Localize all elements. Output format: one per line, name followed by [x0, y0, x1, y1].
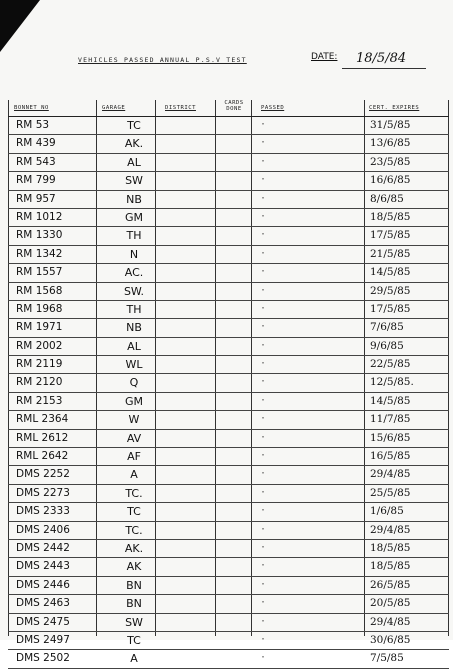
table-row [8, 430, 449, 448]
table-body [8, 117, 449, 669]
vehicle-table [8, 100, 449, 666]
table-row [8, 301, 449, 319]
bonnet-number: RM 957 [16, 192, 56, 205]
garage-code: AC. [124, 266, 144, 280]
bonnet-number: DMS 2443 [16, 560, 70, 573]
passed-mark: " [262, 251, 265, 258]
cert-expiry-date: 16/6/85 [370, 174, 411, 187]
column-header-cert-expires: CERT. EXPIRES [369, 105, 420, 111]
date-underline [342, 68, 426, 69]
table-row [8, 650, 449, 668]
garage-code: NB [126, 321, 142, 335]
table-row [8, 338, 449, 356]
cert-expiry-date: 7/6/85 [370, 321, 404, 334]
table-row [8, 595, 449, 613]
table-row [8, 466, 449, 484]
table-row [8, 522, 449, 540]
table-row [8, 172, 449, 190]
garage-code: SW [125, 615, 143, 629]
passed-mark: " [262, 214, 265, 221]
garage-code: TC. [125, 523, 143, 537]
passed-mark: " [262, 123, 265, 129]
passed-mark: " [262, 601, 265, 608]
cert-expiry-date: 29/4/85 [370, 523, 411, 536]
table-row [8, 319, 449, 337]
table-row [8, 264, 449, 282]
passed-mark: " [262, 472, 265, 479]
cert-expiry-date: 21/5/85 [370, 247, 411, 260]
cert-expiry-date: 17/5/85 [370, 302, 411, 315]
bonnet-number: RML 2612 [16, 431, 69, 444]
garage-code: GM [124, 210, 143, 224]
table-row [8, 227, 449, 245]
cert-expiry-date: 29/5/85 [370, 284, 411, 297]
cert-expiry-date: 9/6/85 [370, 339, 404, 352]
garage-code: AL [127, 339, 141, 353]
garage-code: Q [129, 376, 139, 390]
passed-mark: " [262, 159, 265, 166]
bonnet-number: DMS 2406 [16, 523, 70, 536]
table-row [8, 117, 449, 135]
table-row [8, 393, 449, 411]
table-row [8, 374, 449, 392]
table-row [8, 411, 449, 429]
passed-mark: " [262, 233, 265, 240]
garage-code: A [130, 468, 138, 482]
cert-expiry-date: 17/5/85 [370, 229, 411, 242]
table-row [8, 558, 449, 576]
cert-expiry-date: 29/4/85 [370, 615, 411, 628]
cert-expiry-date: 18/5/85 [370, 210, 411, 223]
table-row [8, 577, 449, 595]
table-row [8, 135, 449, 153]
bonnet-number: RM 2153 [16, 394, 63, 407]
garage-code: BN [126, 578, 142, 592]
passed-mark: " [262, 545, 265, 552]
garage-code: GM [124, 394, 143, 408]
garage-code: SW. [123, 284, 145, 298]
bonnet-number: DMS 2442 [16, 541, 70, 554]
passed-mark: " [262, 141, 265, 148]
garage-code: AK. [124, 541, 144, 555]
garage-code: TH [126, 229, 142, 243]
bonnet-number: RM 1971 [16, 321, 63, 334]
passed-mark: " [262, 270, 265, 277]
bonnet-number: RM 1330 [16, 229, 63, 242]
cert-expiry-date: 15/6/85 [370, 431, 411, 444]
passed-mark: " [262, 637, 265, 644]
passed-mark: " [262, 362, 265, 369]
column-header-cards-done: CARDS DONE [224, 100, 244, 112]
passed-mark: " [262, 619, 265, 626]
cert-expiry-date: 18/5/85 [370, 541, 411, 554]
garage-code: AK. [124, 137, 144, 151]
folded-corner-shadow [0, 0, 40, 52]
bonnet-number: RML 2364 [16, 413, 69, 426]
table-row [8, 632, 449, 650]
column-header-garage: GARAGE [102, 105, 126, 111]
passed-mark: " [262, 288, 265, 295]
cert-expiry-date: 26/5/85 [370, 578, 411, 591]
garage-code: WL [125, 358, 143, 372]
garage-code: SW [125, 174, 143, 188]
bonnet-number: RM 1568 [16, 284, 63, 297]
bonnet-number: RM 799 [16, 174, 56, 187]
date-label: DATE: [311, 52, 338, 62]
passed-mark: " [262, 509, 265, 516]
table-row [8, 485, 449, 503]
bonnet-number: RM 2120 [16, 376, 63, 389]
bonnet-number: RM 1342 [16, 247, 63, 260]
passed-mark: " [262, 178, 265, 185]
garage-code: NB [126, 192, 142, 206]
passed-mark: " [262, 656, 265, 663]
garage-code: TC [127, 119, 141, 132]
cert-expiry-date: 23/5/85 [370, 155, 411, 168]
bonnet-number: RM 543 [16, 155, 56, 168]
passed-mark: " [262, 380, 265, 387]
cert-expiry-date: 30/6/85 [370, 633, 411, 646]
passed-mark: " [262, 435, 265, 442]
sheet-title: VEHICLES PASSED ANNUAL P.S.V TEST [78, 56, 247, 64]
cert-expiry-date: 8/6/85 [370, 192, 404, 205]
garage-code: TC. [125, 486, 143, 500]
passed-mark: " [262, 343, 265, 350]
garage-code: AF [127, 450, 141, 464]
column-header-passed: PASSED [261, 105, 285, 111]
garage-code: A [130, 652, 138, 666]
passed-mark: " [262, 325, 265, 332]
bonnet-number: RM 1557 [16, 266, 63, 279]
passed-mark: " [262, 454, 265, 461]
date-value: 18/5/84 [356, 51, 407, 66]
garage-code: TC [127, 505, 141, 519]
passed-mark: " [262, 527, 265, 534]
column-header-district: DISTRICT [165, 105, 196, 111]
passed-mark: " [262, 490, 265, 497]
bonnet-number: RM 439 [16, 137, 56, 150]
bonnet-number: DMS 2475 [16, 615, 70, 628]
passed-mark: " [262, 582, 265, 589]
cert-expiry-date: 14/5/85 [370, 266, 411, 279]
cert-expiry-date: 31/5/85 [370, 119, 411, 131]
bonnet-number: RM 1968 [16, 302, 63, 315]
column-header-bonnet-no: BONNET NO [14, 105, 49, 111]
bonnet-number: RM 2002 [16, 339, 63, 352]
garage-code: TH [126, 302, 142, 316]
table-row [8, 356, 449, 374]
garage-code: AV [126, 431, 142, 445]
cert-expiry-date: 18/5/85 [370, 560, 411, 573]
table-row [8, 448, 449, 466]
bonnet-number: RM 1012 [16, 210, 63, 223]
passed-mark: " [262, 417, 265, 424]
passed-mark: " [262, 196, 265, 203]
bonnet-number: DMS 2463 [16, 597, 70, 610]
garage-code: BN [126, 597, 142, 611]
passed-mark: " [262, 306, 265, 313]
garage-code: N [129, 247, 139, 261]
table-row [8, 503, 449, 521]
bonnet-number: DMS 2446 [16, 578, 70, 591]
cert-expiry-date: 29/4/85 [370, 468, 411, 481]
cert-expiry-date: 14/5/85 [370, 394, 411, 407]
cert-expiry-date: 25/5/85 [370, 486, 411, 499]
garage-code: AL [127, 155, 141, 169]
bonnet-number: DMS 2502 [16, 652, 70, 665]
bonnet-number: DMS 2333 [16, 505, 70, 518]
table-row [8, 209, 449, 227]
cert-expiry-date: 11/7/85 [370, 413, 411, 426]
cert-expiry-date: 1/6/85 [370, 505, 404, 518]
table-row [8, 191, 449, 209]
cert-expiry-date: 20/5/85 [370, 597, 411, 610]
cert-expiry-date: 12/5/85. [370, 376, 414, 389]
bonnet-number: RML 2642 [16, 450, 69, 463]
table-row [8, 283, 449, 301]
bonnet-number: DMS 2252 [16, 468, 70, 481]
bonnet-number: RM 2119 [16, 358, 63, 371]
garage-code: W [128, 413, 140, 427]
table-row [8, 246, 449, 264]
table-row [8, 540, 449, 558]
bonnet-number: DMS 2273 [16, 486, 70, 499]
garage-code: AK [126, 560, 142, 574]
bonnet-number: DMS 2497 [16, 633, 70, 646]
cert-expiry-date: 16/5/85 [370, 450, 411, 463]
cert-expiry-date: 22/5/85 [370, 358, 411, 371]
passed-mark: " [262, 564, 265, 571]
cert-expiry-date: 13/6/85 [370, 137, 411, 150]
table-row [8, 614, 449, 632]
bonnet-number: RM 53 [16, 119, 50, 131]
passed-mark: " [262, 398, 265, 405]
garage-code: TC [127, 633, 141, 647]
table-row [8, 154, 449, 172]
cert-expiry-date: 7/5/85 [370, 652, 404, 665]
